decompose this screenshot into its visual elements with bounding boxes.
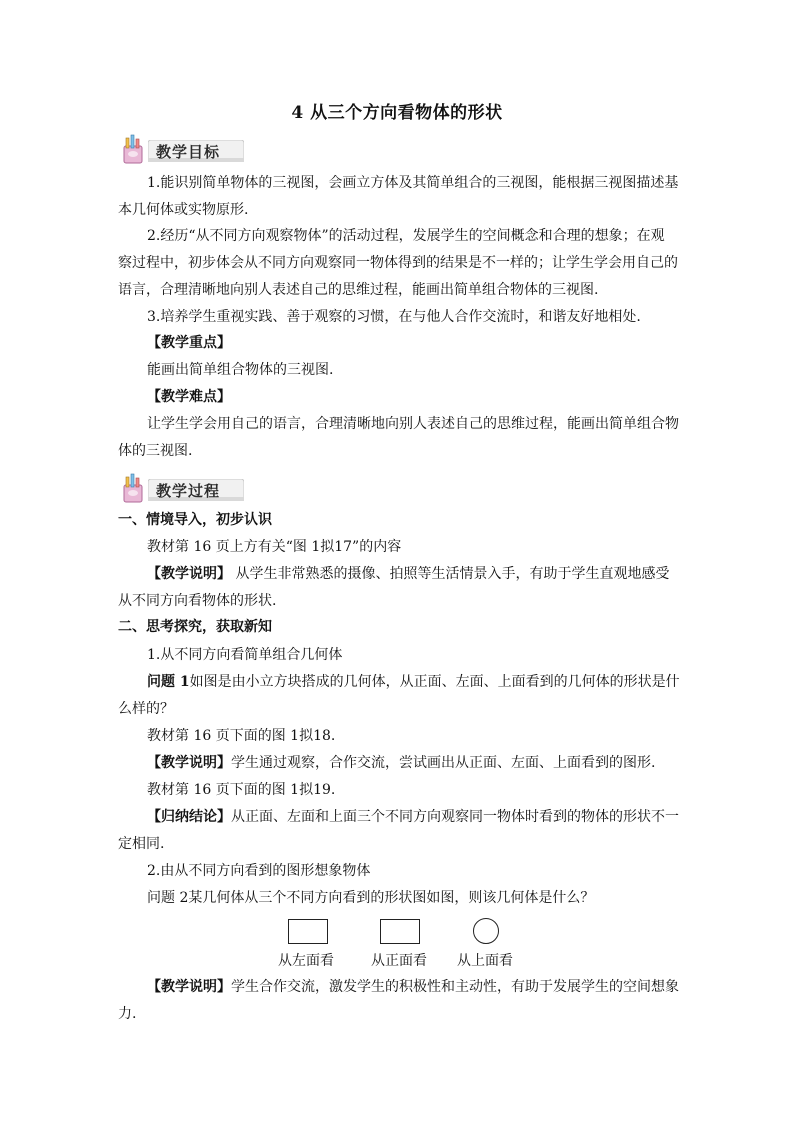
front-view-rectangle: [380, 919, 420, 944]
section-1-note-line-2: 从不同方向看物体的形状.: [118, 593, 277, 609]
goal-3-line-1: 3.培养学生重视实践、善于观察的习惯，在与他人合作交流时，和谐友好地相处.: [147, 309, 641, 325]
note-3-line-2: 力.: [118, 1006, 137, 1022]
key-point-label: 【教学重点】: [147, 335, 231, 351]
note-3-line-1: 【教学说明】学生合作交流，激发学生的积极性和主动性，有助于发展学生的空间想象: [147, 979, 679, 995]
conclusion-line-1: 【归纳结论】从正面、左面和上面三个不同方向观察同一物体时看到的物体的形状不一: [147, 809, 679, 825]
page-title: 4 从三个方向看物体的形状: [291, 103, 503, 123]
goal-2-line-2: 察过程中，初步体会从不同方向观察同一物体得到的结果是不一样的；让学生学会用自己的: [118, 255, 678, 271]
left-view-rectangle: [288, 919, 328, 944]
question-1-line-1: 问题 1如图是由小立方块搭成的几何体，从正面、左面、上面看到的几何体的形状是什: [147, 674, 680, 690]
difficulty-line-2: 体的三视图.: [118, 443, 193, 459]
conclusion-label: 【归纳结论】: [147, 809, 231, 825]
section-banner-goals: [118, 132, 246, 166]
note-label: 【教学说明】: [147, 755, 231, 771]
pencil-cup-icon: [118, 471, 152, 505]
goal-2-line-3: 语言，合理清晰地向别人表述自己的思维过程，能画出简单组合物体的三视图.: [118, 282, 599, 298]
goal-1-line-2: 本几何体或实物原形.: [118, 202, 249, 218]
part-2-title: 2.由从不同方向看到的图形想象物体: [147, 863, 371, 879]
key-point-text: 能画出简单组合物体的三视图.: [147, 362, 334, 378]
section-2-heading: 二、思考探究，获取新知: [118, 619, 272, 635]
note-label: 【教学说明】: [147, 979, 231, 995]
section-1-text: 教材第 16 页上方有关“图 1拟17”的内容: [147, 539, 402, 555]
front-view-caption: 从正面看: [371, 953, 427, 969]
part-1-title: 1.从不同方向看简单组合几何体: [147, 647, 343, 663]
banner-label: 教学过程: [156, 482, 221, 500]
top-view-circle: [473, 918, 499, 944]
pencil-cup-icon: [118, 132, 152, 166]
note-label: 【教学说明】: [147, 566, 231, 582]
difficulty-label: 【教学难点】: [147, 389, 231, 405]
section-banner-process: [118, 471, 246, 505]
question-1-line-2: 么样的？: [118, 701, 174, 717]
section-1-heading: 一、情境导入，初步认识: [118, 512, 272, 528]
banner-label: 教学目标: [156, 143, 221, 161]
goal-1-line-1: 1.能识别简单物体的三视图，会画立方体及其简单组合的三视图，能根据三视图描述基: [147, 175, 679, 191]
question-label: 问题 1: [147, 674, 190, 690]
conclusion-line-2: 定相同.: [118, 836, 165, 852]
question-2-text: 问题 2某几何体从三个不同方向看到的形状图如图，则该几何体是什么？: [147, 890, 595, 906]
figure-18-ref: 教材第 16 页下面的图 1拟18.: [147, 728, 336, 744]
goal-2-line-1: 2.经历“从不同方向观察物体”的活动过程，发展学生的空间概念和合理的想象；在观: [147, 228, 665, 244]
left-view-caption: 从左面看: [278, 953, 334, 969]
section-1-note-line-1: 【教学说明】 从学生非常熟悉的摄像、拍照等生活情景入手，有助于学生直观地感受: [147, 566, 670, 582]
figure-19-ref: 教材第 16 页下面的图 1拟19.: [147, 782, 336, 798]
note-2-line: 【教学说明】学生通过观察，合作交流，尝试画出从正面、左面、上面看到的图形.: [147, 755, 656, 771]
top-view-caption: 从上面看: [457, 953, 513, 969]
difficulty-line-1: 让学生学会用自己的语言，合理清晰地向别人表述自己的思维过程，能画出简单组合物: [147, 416, 679, 432]
